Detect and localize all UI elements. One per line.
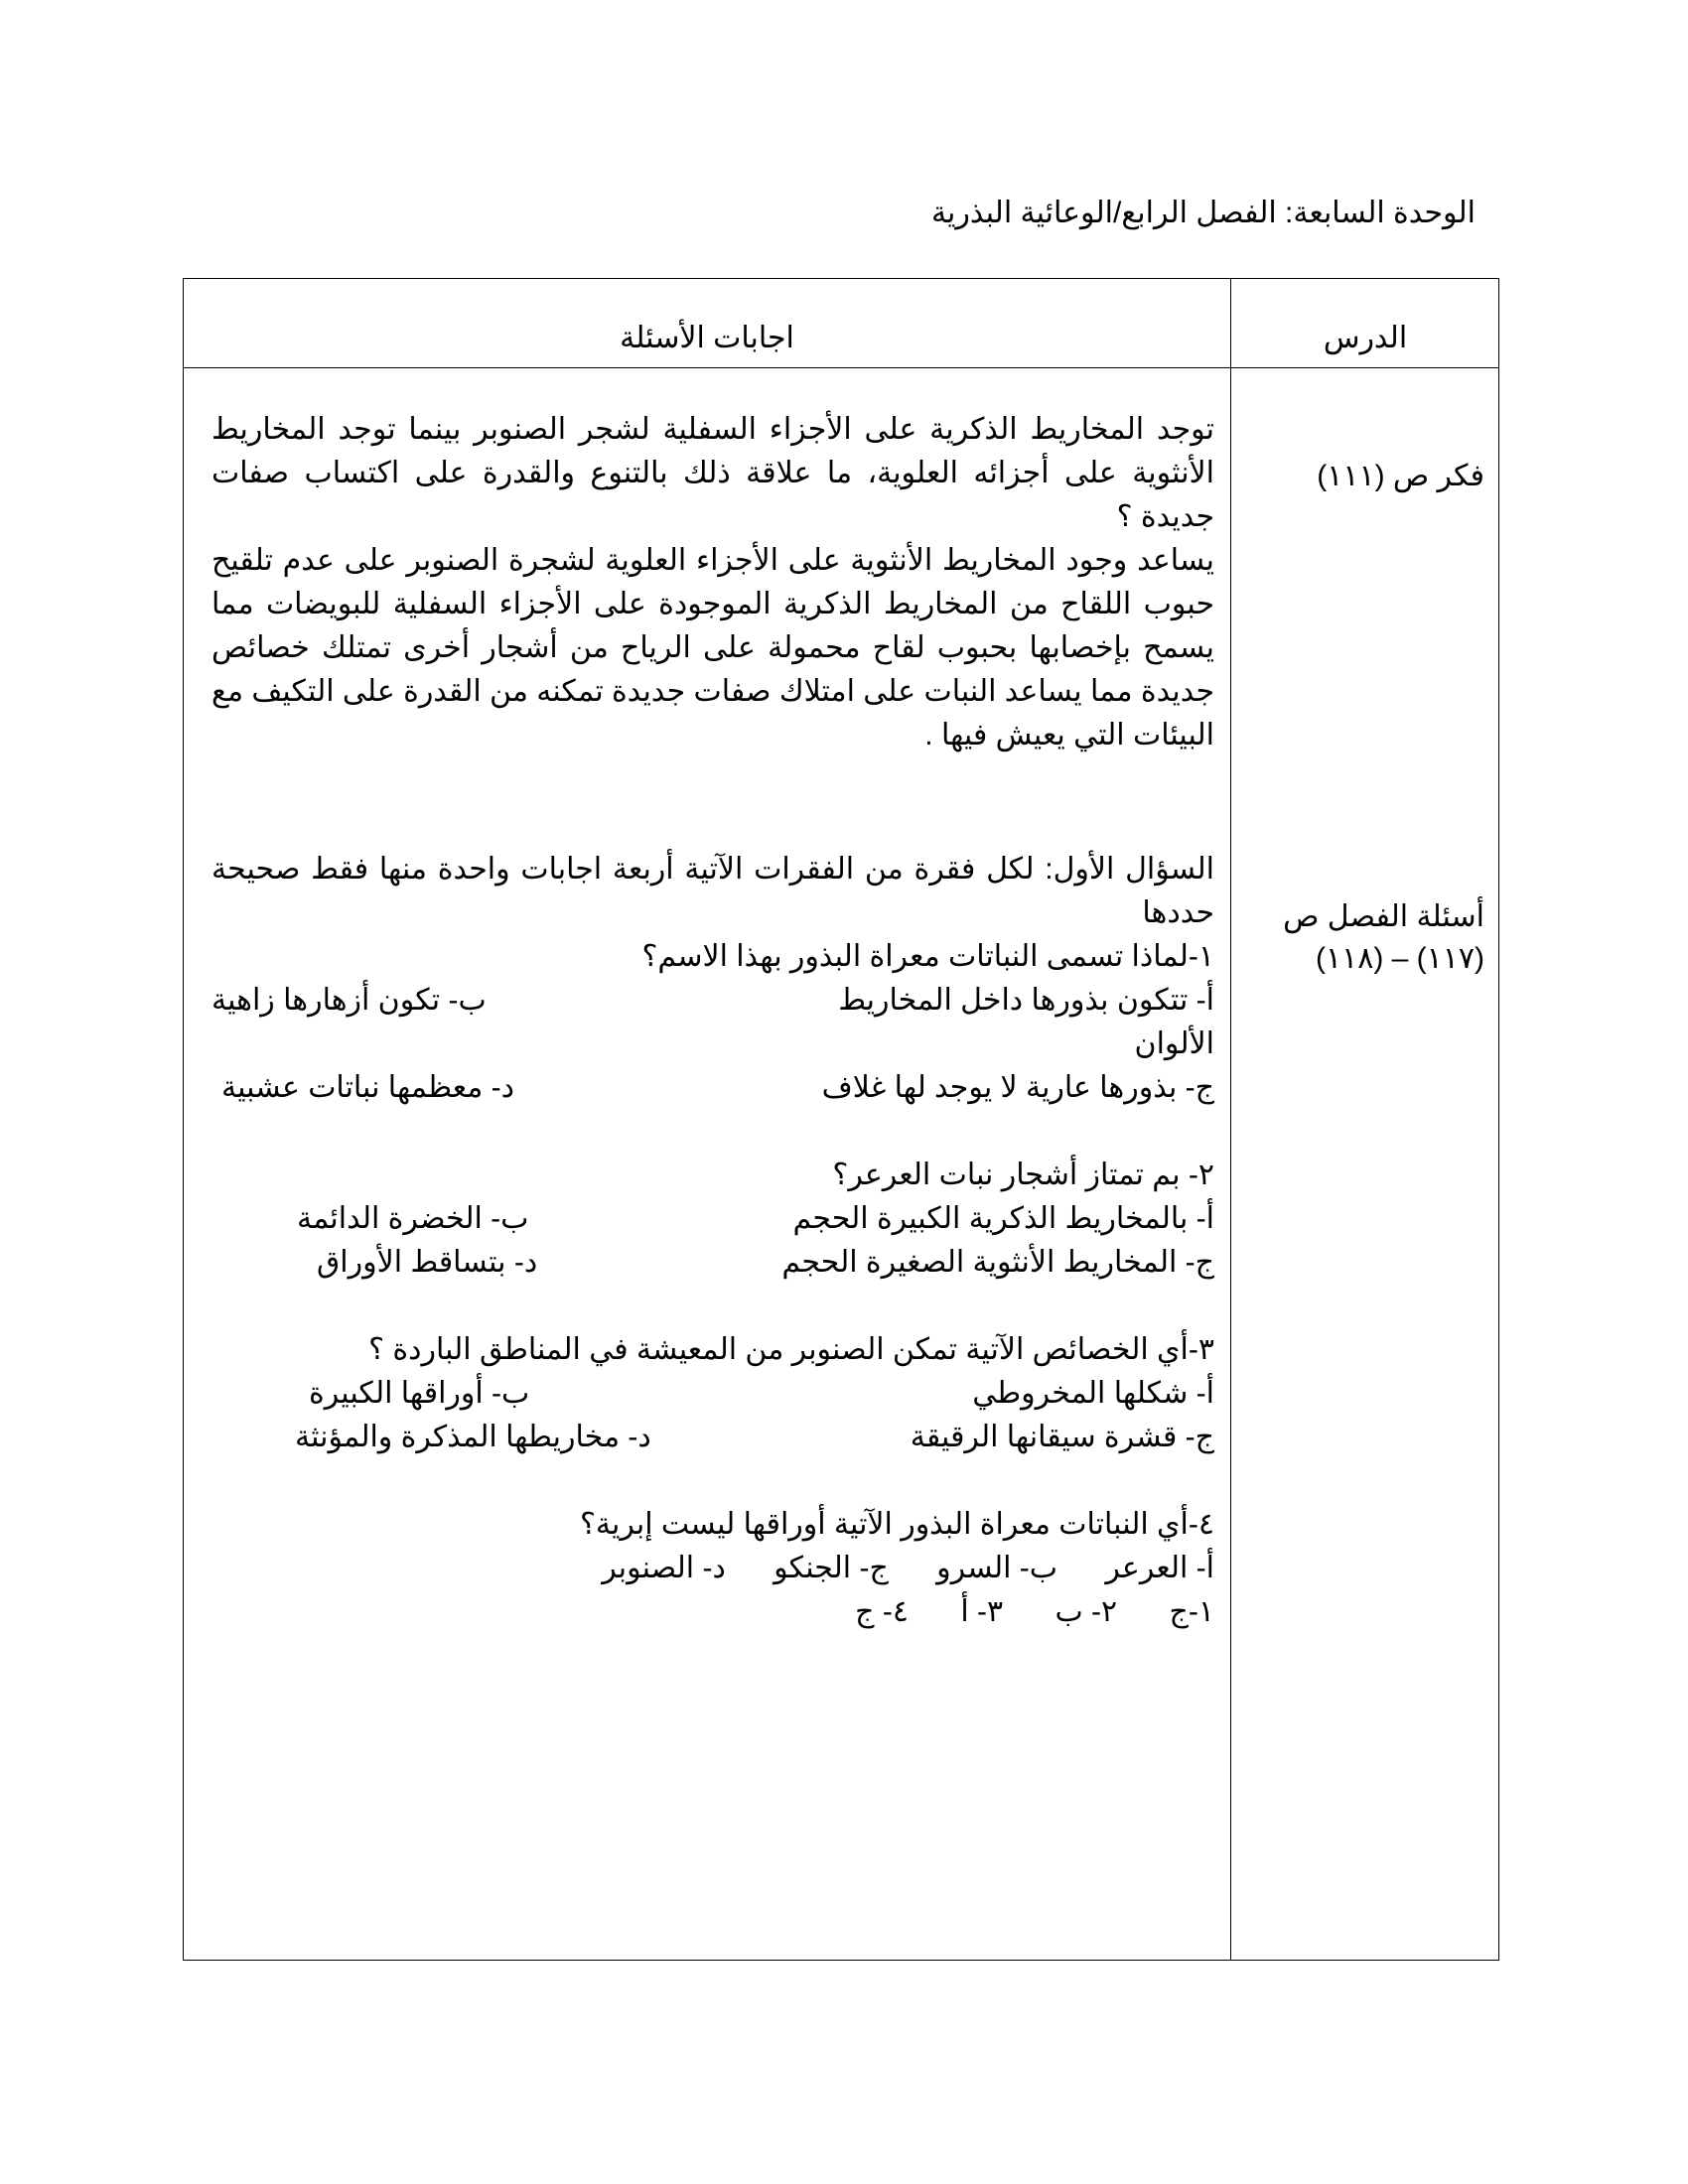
answer-key xyxy=(211,1590,1214,1634)
q2-option-a: أ- بالمخاريط الذكرية الكبيرة الحجم xyxy=(792,1202,1214,1235)
q1-option-c: ج- بذورها عارية لا يوجد لها غلاف xyxy=(821,1071,1214,1104)
q4-option-b: ب- السرو xyxy=(936,1552,1058,1584)
lesson-label-think: فكر ص (١١١) xyxy=(1317,460,1484,492)
answer-key-item: ٣- أ xyxy=(960,1595,1004,1628)
table-header-divider xyxy=(184,367,1498,368)
q3-option-a: أ- شكلها المخروطي xyxy=(972,1377,1214,1410)
question-intro: السؤال الأول: لكل فقرة من الفقرات الآتية أربعة اجابات واحدة منها فقط صحيحة حددها xyxy=(211,853,1214,929)
q4-options xyxy=(211,1547,1214,1590)
page-title: الوحدة السابعة: الفصل الرابع/الوعائية البذرية xyxy=(930,197,1476,229)
q4-option-c: ج- الجنكو xyxy=(774,1552,889,1584)
q2-option-d: د- بتساقط الأوراق xyxy=(317,1246,538,1279)
q2-option-b: ب- الخضرة الدائمة xyxy=(297,1202,529,1235)
lesson-label-line2: (١١٧) – (١١٨) xyxy=(1315,942,1484,975)
q4-option-d: د- الصنوبر xyxy=(602,1552,726,1584)
q1-text: ١-لماذا تسمى النباتات معراة البذور بهذا الاسم؟ xyxy=(641,940,1214,973)
q1-option-d: د- معظمها نباتات عشبية xyxy=(221,1071,514,1104)
q2-text: ٢- بم تمتاز أشجار نبات العرعر؟ xyxy=(832,1159,1214,1191)
think-answer: يساعد وجود المخاريط الأنثوية على الأجزاء العلوية لشجرة الصنوبر على عدم تلقيح حبوب اللقاح من المخاريط الذكرية الموجودة على الأجزاء السفلية للبويضات مما يسمح بإخصابها بحبوب لقاح محمولة على الرياح من أشجار أخرى تمتلك خصائص جديدة مما يساعد النبات على امتلاك صفات جديدة تمكنه من القدرة على التكيف مع البيئات التي يعيش فيها . xyxy=(211,544,1214,751)
table-column-divider xyxy=(1230,279,1231,1960)
lesson-label-chapter-questions xyxy=(1246,896,1484,980)
lesson-answers-table xyxy=(183,278,1499,1961)
q4-text: ٤-أي النباتات معراة البذور الآتية أوراقها ليست إبرية؟ xyxy=(579,1508,1214,1541)
q3-options-row2 xyxy=(211,1416,1214,1459)
q3-options-row1 xyxy=(211,1372,1214,1416)
q1-options-row1 xyxy=(211,979,1214,1023)
table-header-answers: اجابات الأسئلة xyxy=(620,322,794,354)
section-chapter-questions xyxy=(211,848,1214,1634)
q3-option-d: د- مخاريطها المذكرة والمؤنثة xyxy=(295,1421,651,1453)
q1-option-a: أ- تتكون بذورها داخل المخاريط xyxy=(838,984,1214,1017)
answer-key-item: ٤- ج xyxy=(855,1595,909,1628)
q2-option-c: ج- المخاريط الأنثوية الصغيرة الحجم xyxy=(781,1246,1214,1279)
q2-options-row2 xyxy=(211,1241,1214,1285)
answer-key-item: ١-ج xyxy=(1169,1595,1214,1628)
q4-option-a: أ- العرعر xyxy=(1105,1552,1214,1584)
q1-option-b-continued: الألوان xyxy=(1134,1027,1214,1060)
q2-options-row1 xyxy=(211,1197,1214,1241)
q1-options-row2 xyxy=(211,1066,1214,1110)
section-think-content xyxy=(211,408,1214,757)
q3-option-c: ج- قشرة سيقانها الرقيقة xyxy=(910,1421,1214,1453)
q3-option-b: ب- أوراقها الكبيرة xyxy=(309,1377,530,1410)
lesson-label-line1: أسئلة الفصل ص xyxy=(1283,900,1484,933)
answer-key-item: ٢- ب xyxy=(1055,1595,1118,1628)
table-header-lesson: الدرس xyxy=(1323,322,1408,354)
q3-text: ٣-أي الخصائص الآتية تمكن الصنوبر من المعيشة في المناطق الباردة ؟ xyxy=(368,1333,1214,1366)
think-question: توجد المخاريط الذكرية على الأجزاء السفلية لشجر الصنوبر بينما توجد المخاريط الأنثوية على أجزائه العلوية، ما علاقة ذلك بالتنوع والقدرة على اكتساب صفات جديدة ؟ xyxy=(211,413,1214,533)
q1-option-b: ب- تكون أزهارها زاهية xyxy=(211,984,487,1017)
